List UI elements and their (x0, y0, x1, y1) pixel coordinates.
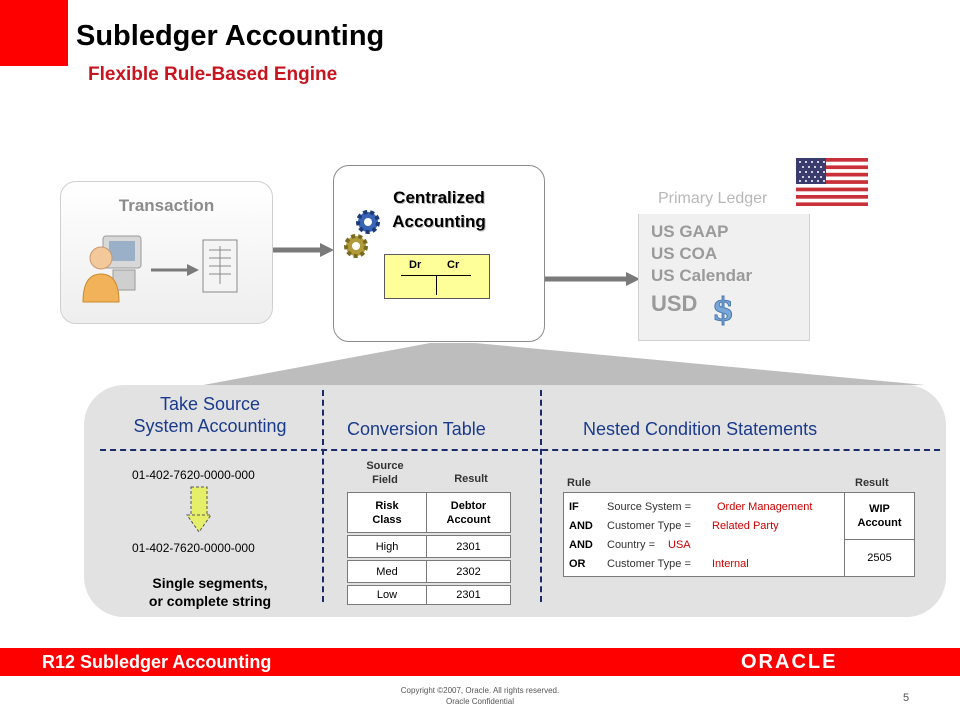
conversion-col1-header (360, 459, 410, 487)
ledger-calendar: US Calendar (651, 266, 753, 285)
section-source-line1: Take Source (159, 394, 261, 414)
section-source-title (110, 393, 310, 437)
table-row-result: 2301 (426, 585, 511, 605)
condition-value: Order Management (717, 501, 813, 513)
col1-header-line2: Field (372, 474, 398, 486)
ledger-currency: USD (651, 291, 698, 316)
section-nested-title: Nested Condition Statements (583, 419, 818, 439)
down-arrow-icon (186, 485, 212, 535)
source-note-line2: or complete string (148, 593, 272, 609)
result-value-cell: 2505 (844, 539, 915, 577)
condition-text: Customer Type = (607, 558, 691, 570)
table-row-result: 2301 (426, 535, 511, 558)
result-head-line2: Account (857, 517, 902, 529)
condition-op: AND (569, 520, 593, 532)
confidential-text: Oracle Confidential (445, 697, 515, 706)
table-row-result: 2302 (426, 560, 511, 583)
head-right-line2: Account (446, 513, 491, 526)
source-code-after: 01-402-7620-0000-000 (132, 541, 255, 555)
condition-text: Source System = (607, 501, 692, 513)
conversion-head-right (426, 492, 511, 533)
central-title-line1: Centralized (393, 188, 485, 207)
condition-value: Internal (712, 558, 749, 570)
ledger-gaap: US GAAP (651, 222, 729, 241)
ledger-coa: US COA (651, 244, 718, 263)
transaction-title: Transaction (118, 196, 215, 215)
central-title-line2: Accounting (392, 212, 486, 231)
condition-value: Related Party (712, 520, 779, 532)
svg-text:$: $ (712, 290, 735, 326)
condition-op: OR (569, 558, 586, 570)
rule-header: Rule (567, 477, 591, 489)
oracle-logo: ORACLE (741, 651, 838, 673)
conversion-col2-header: Result (454, 473, 488, 485)
result-header: Result (855, 477, 889, 489)
panel-divider-right (540, 390, 542, 602)
condition-op: AND (569, 539, 593, 551)
condition-op: IF (569, 501, 579, 513)
credit-label: Cr (447, 259, 460, 271)
page-subtitle: Flexible Rule-Based Engine (88, 64, 338, 85)
section-conversion-title: Conversion Table (347, 419, 486, 439)
source-code-before: 01-402-7620-0000-000 (132, 468, 255, 482)
table-row-field: High (347, 535, 427, 558)
source-note (110, 574, 310, 610)
section-source-line2: System Accounting (133, 416, 287, 436)
condition-text: Country = (607, 539, 655, 551)
table-row-field: Med (347, 560, 427, 583)
page-title: Subledger Accounting (76, 20, 385, 52)
condition-value: USA (668, 539, 691, 551)
condition-text: Customer Type = (607, 520, 691, 532)
page-number: 5 (903, 692, 910, 704)
panel-header-divider (100, 449, 940, 451)
result-head-line1: WIP (869, 503, 890, 515)
copyright-text: Copyright ©2007, Oracle. All rights reserved. (400, 686, 560, 695)
head-left-line1: Risk (375, 499, 399, 512)
source-note-line1: Single segments, (152, 575, 268, 591)
footer-product-title: R12 Subledger Accounting (42, 652, 272, 672)
conversion-head-left (347, 492, 427, 533)
head-left-line2: Class (372, 513, 402, 526)
primary-ledger-title: Primary Ledger (658, 190, 768, 207)
col1-header-line1: Source (366, 460, 404, 472)
debit-label: Dr (409, 259, 422, 271)
result-head-cell (844, 492, 915, 540)
panel-divider-left (322, 390, 324, 602)
head-right-line1: Debtor (450, 499, 487, 512)
table-row-field: Low (347, 585, 427, 605)
